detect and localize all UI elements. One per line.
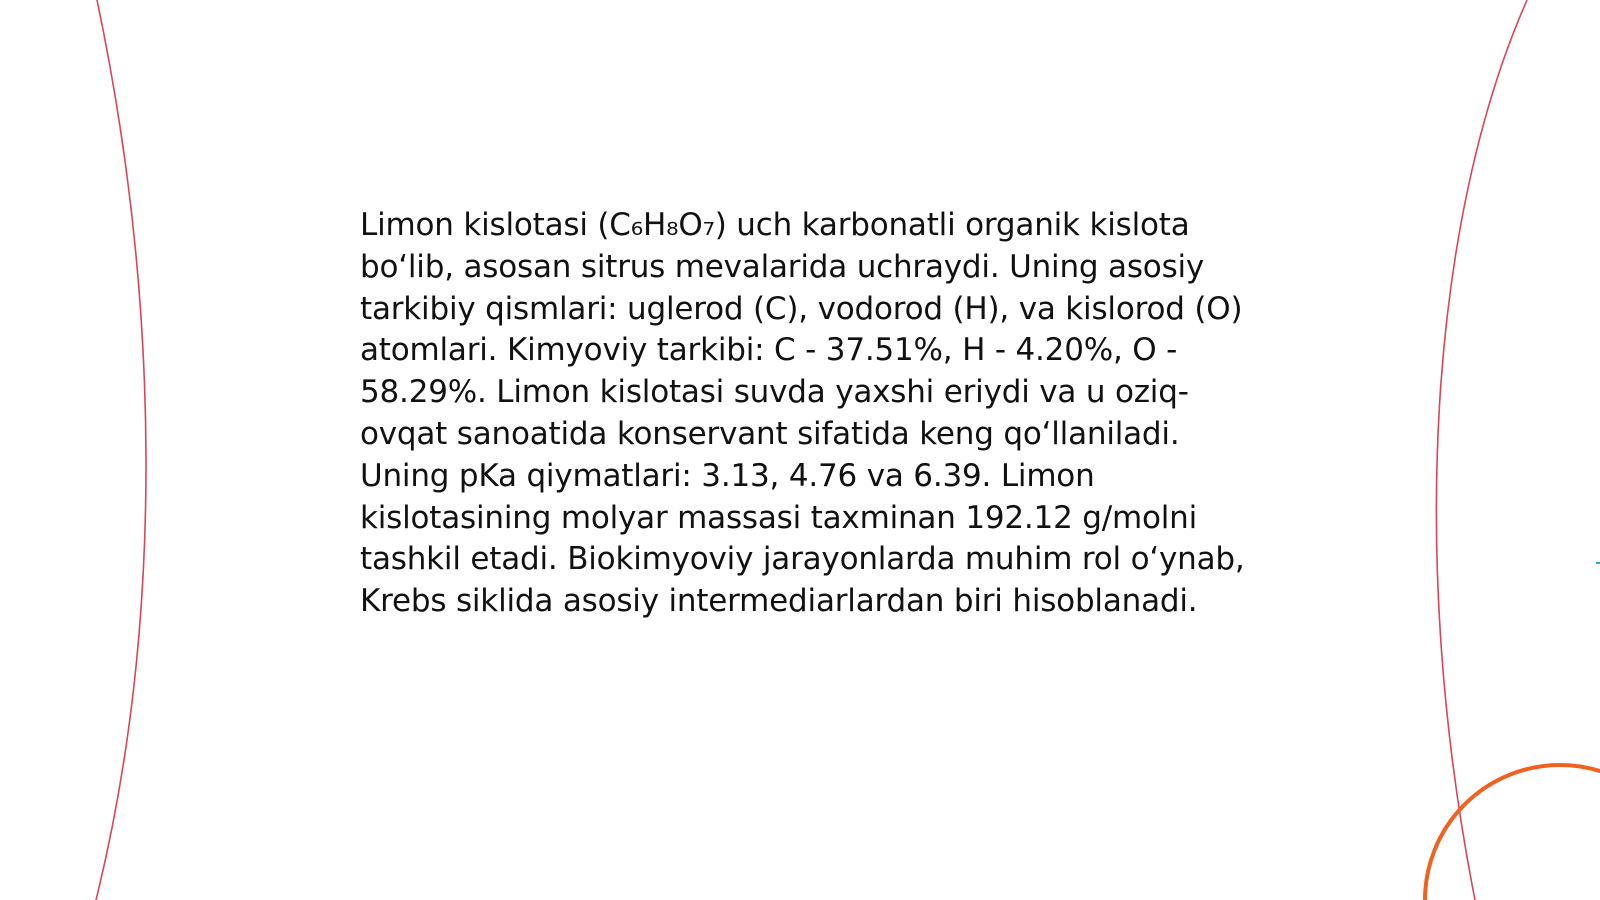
main-paragraph: Limon kislotasi (C₆H₈O₇) uch karbonatli organik kislota bo‘lib, asosan sitrus mevalarida uchraydi. Uning asosiy tarkibiy qismlari: uglerod (C), vodorod (H), va kislorod (O) atomlari. Kimyoviy tarkibi: C - 37.51%, H - 4.20%, O - 58.29%. Limon kislotasi suvda yaxshi eriydi va u oziq-ovqat sanoatida konservant sifatida keng qo‘llaniladi. Uning pKa qiymatlari: 3.13, 4.76 va 6.39. Limon kislotasining molyar massasi taxminan 192.12 g/molni tashkil etadi. Biokimyoviy jarayonlarda muhim rol o‘ynab, Krebs siklida asosiy intermediarlardan biri hisoblanadi. (360, 207, 1245, 620)
left-decorative-curve (96, 0, 146, 900)
corner-orange-arc (1425, 765, 1600, 900)
right-decorative-curve (1436, 0, 1527, 900)
